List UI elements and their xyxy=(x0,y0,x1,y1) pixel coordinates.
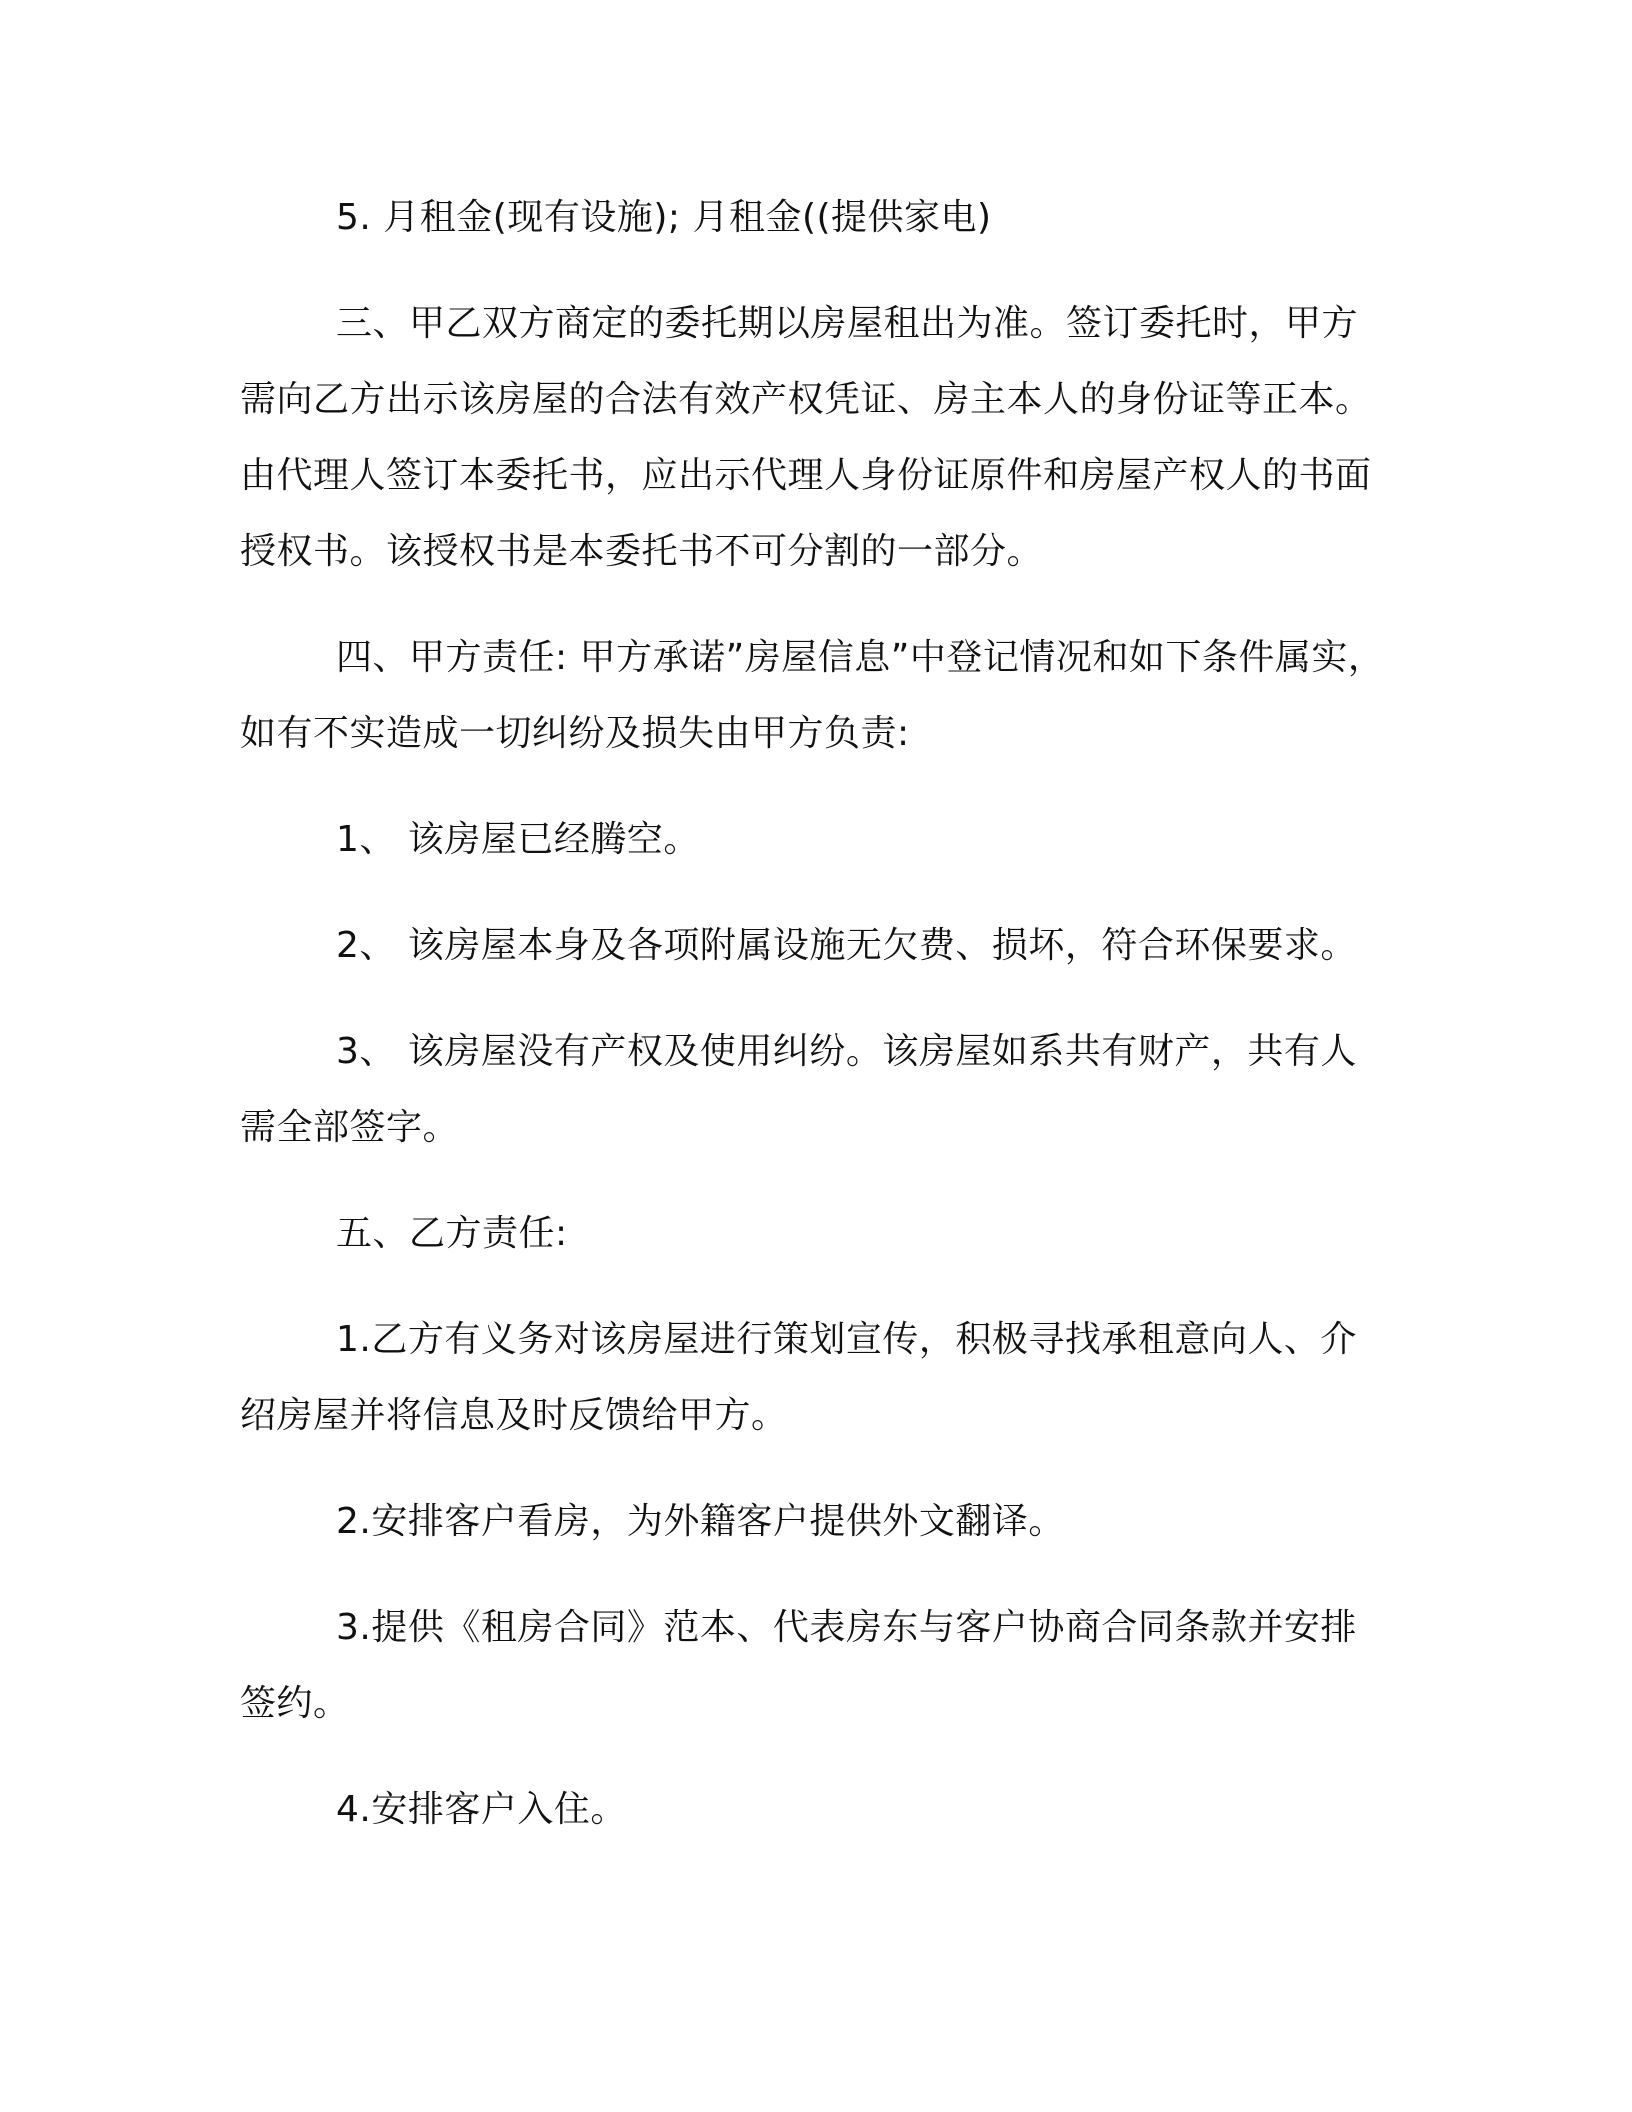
list-item: 4.安排客户入住。 xyxy=(336,1789,627,1830)
paragraph-section-5: 五、乙方责任: xyxy=(336,1213,568,1254)
list-item: 2、 该房屋本身及各项附属设施无欠费、损坏，符合环保要求。 xyxy=(336,925,1357,966)
list-item: 1.乙方有义务对该房屋进行策划宣传，积极寻找承租意向人、介绍房屋并将信息及时反馈给甲方。 xyxy=(240,1319,1357,1436)
list-item: 2.安排客户看房，为外籍客户提供外文翻译。 xyxy=(336,1501,1065,1542)
list-item: 3.提供《租房合同》范本、代表房东与客户协商合同条款并安排签约。 xyxy=(240,1607,1357,1724)
document-body xyxy=(240,180,1386,1878)
list-item: 1、 该房屋已经腾空。 xyxy=(336,819,700,860)
list-item: 3、 该房屋没有产权及使用纠纷。该房屋如系共有财产，共有人需全部签字。 xyxy=(240,1031,1357,1148)
paragraph-section-4: 四、甲方责任: 甲方承诺”房屋信息”中登记情况和如下条件属实，如有不实造成一切纠纷及损失由甲方负责: xyxy=(240,637,1385,754)
paragraph-rent: 5. 月租金(现有设施); 月租金((提供家电) xyxy=(336,197,992,238)
paragraph-section-3: 三、甲乙双方商定的委托期以房屋租出为准。签订委托时，甲方需向乙方出示该房屋的合法有效产权凭证、房主本人的身份证等正本。由代理人签订本委托书，应出示代理人身份证原件和房屋产权人的书面授权书。该授权书是本委托书不可分割的一部分。 xyxy=(240,303,1372,572)
